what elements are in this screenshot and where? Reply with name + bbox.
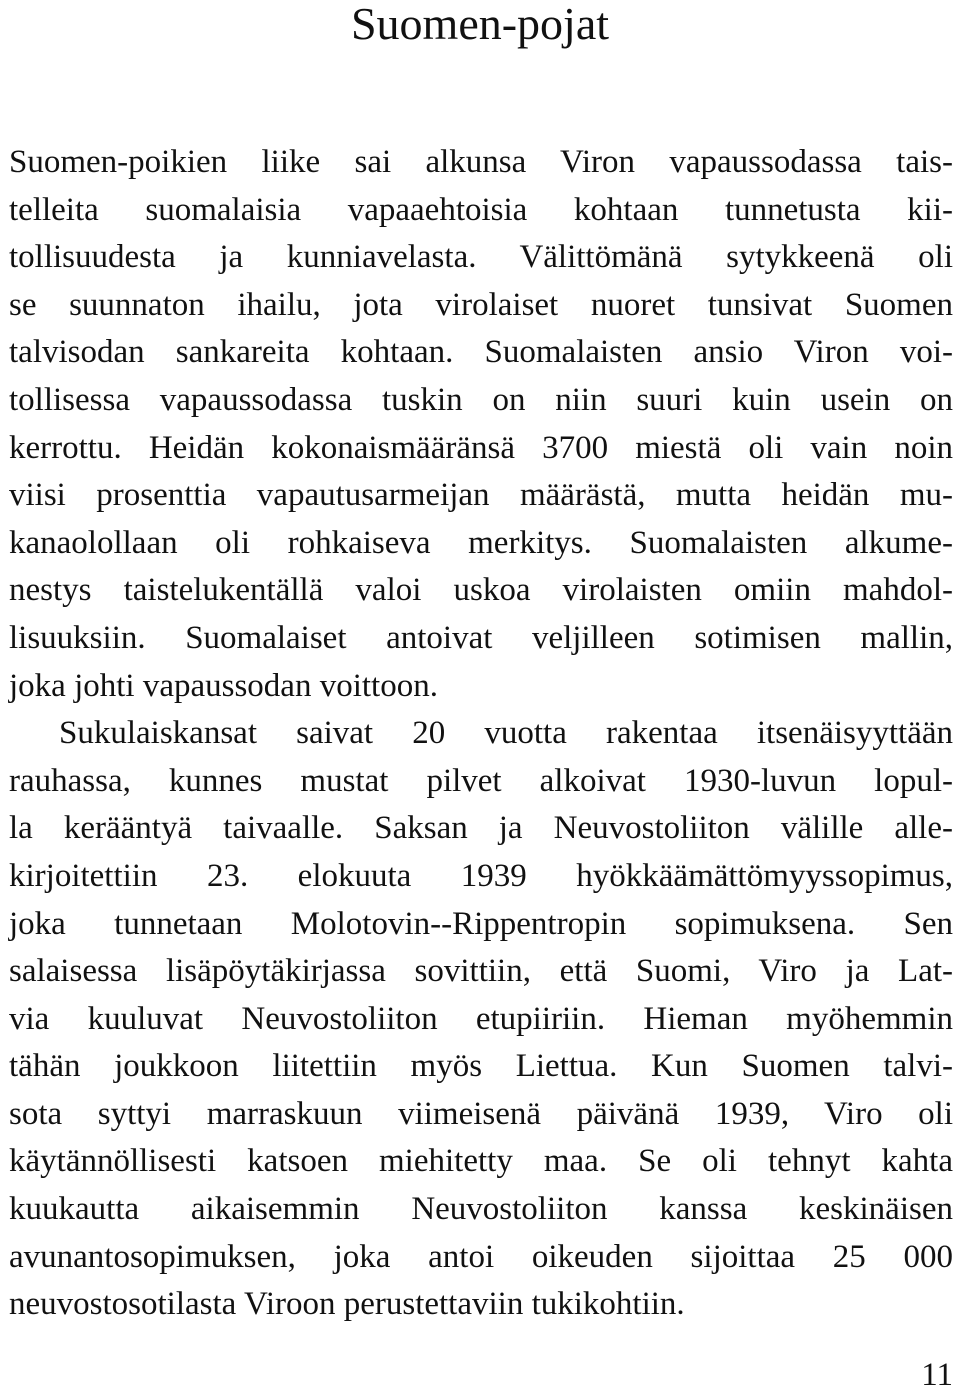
text-line: se suunnaton ihailu, jota virolaiset nuoret tunsivat Suomen bbox=[9, 286, 953, 323]
text-line: Suomen-poikien liike sai alkunsa Viron vapaussodassa tais- bbox=[9, 144, 953, 180]
paragraph-1 bbox=[9, 140, 953, 711]
text-line: joka johti vapaussodan voittoon. bbox=[9, 667, 438, 704]
text-line: via kuuluvat Neuvostoliiton etupiiriin. Hieman myöhemmin bbox=[9, 1000, 953, 1037]
text-line: tollisessa vapaussodassa tuskin on niin suuri kuin usein on bbox=[9, 381, 953, 418]
text-line: kanaolollaan oli rohkaiseva merkitys. Suomalaisten alkume- bbox=[9, 524, 953, 561]
text-line: joka tunnetaan Molotovin--Rippentropin sopimuksena. Sen bbox=[9, 905, 953, 942]
text-line: rauhassa, kunnes mustat pilvet alkoivat 1930-luvun lopul- bbox=[9, 762, 953, 799]
text-line: kuukautta aikaisemmin Neuvostoliiton kanssa keskinäisen bbox=[9, 1191, 953, 1228]
text-line: Sukulaiskansat saivat 20 vuotta rakentaa itsenäisyyttään bbox=[59, 715, 953, 752]
text-line: talvisodan sankareita kohtaan. Suomalaisten ansio Viron voi- bbox=[9, 334, 953, 371]
text-line: salaisessa lisäpöytäkirjassa sovittiin, että Suomi, Viro ja Lat- bbox=[9, 953, 953, 990]
text-line: neuvostosotilasta Viroon perustettaviin tukikohtiin. bbox=[9, 1286, 685, 1323]
page-number: 11 bbox=[921, 1357, 953, 1393]
page-title: Suomen-pojat bbox=[350, 0, 610, 49]
text-line: avunantosopimuksen, joka antoi oikeuden sijoittaa 25 000 bbox=[9, 1238, 953, 1275]
text-line: viisi prosenttia vapautusarmeijan määrästä, mutta heidän mu- bbox=[9, 477, 953, 514]
text-line: käytännöllisesti katsoen miehitetty maa. Se oli tehnyt kahta bbox=[9, 1143, 953, 1180]
text-line: telleita suomalaisia vapaaehtoisia kohtaan tunnetusta kii- bbox=[9, 191, 953, 228]
text-line: tähän joukkoon liitettiin myös Liettua. Kun Suomen talvi- bbox=[9, 1048, 953, 1085]
body-text bbox=[9, 140, 953, 1330]
text-line: tollisuudesta ja kunniavelasta. Välittömänä sytykkeenä oli bbox=[9, 239, 953, 276]
text-line: nestys taistelukentällä valoi uskoa virolaisten omiin mahdol- bbox=[9, 572, 953, 609]
text-line: la kerääntyä taivaalle. Saksan ja Neuvostoliiton välille alle- bbox=[9, 810, 953, 847]
text-line: kerrottu. Heidän kokonaismääränsä 3700 miestä oli vain noin bbox=[9, 429, 953, 466]
paragraph-2 bbox=[9, 711, 953, 1330]
text-line: lisuuksiin. Suomalaiset antoivat veljilleen sotimisen mallin, bbox=[9, 619, 953, 656]
text-line: kirjoitettiin 23. elokuuta 1939 hyökkäämättömyyssopimus, bbox=[9, 857, 953, 894]
text-line: sota syttyi marraskuun viimeisenä päivänä 1939, Viro oli bbox=[9, 1095, 953, 1132]
